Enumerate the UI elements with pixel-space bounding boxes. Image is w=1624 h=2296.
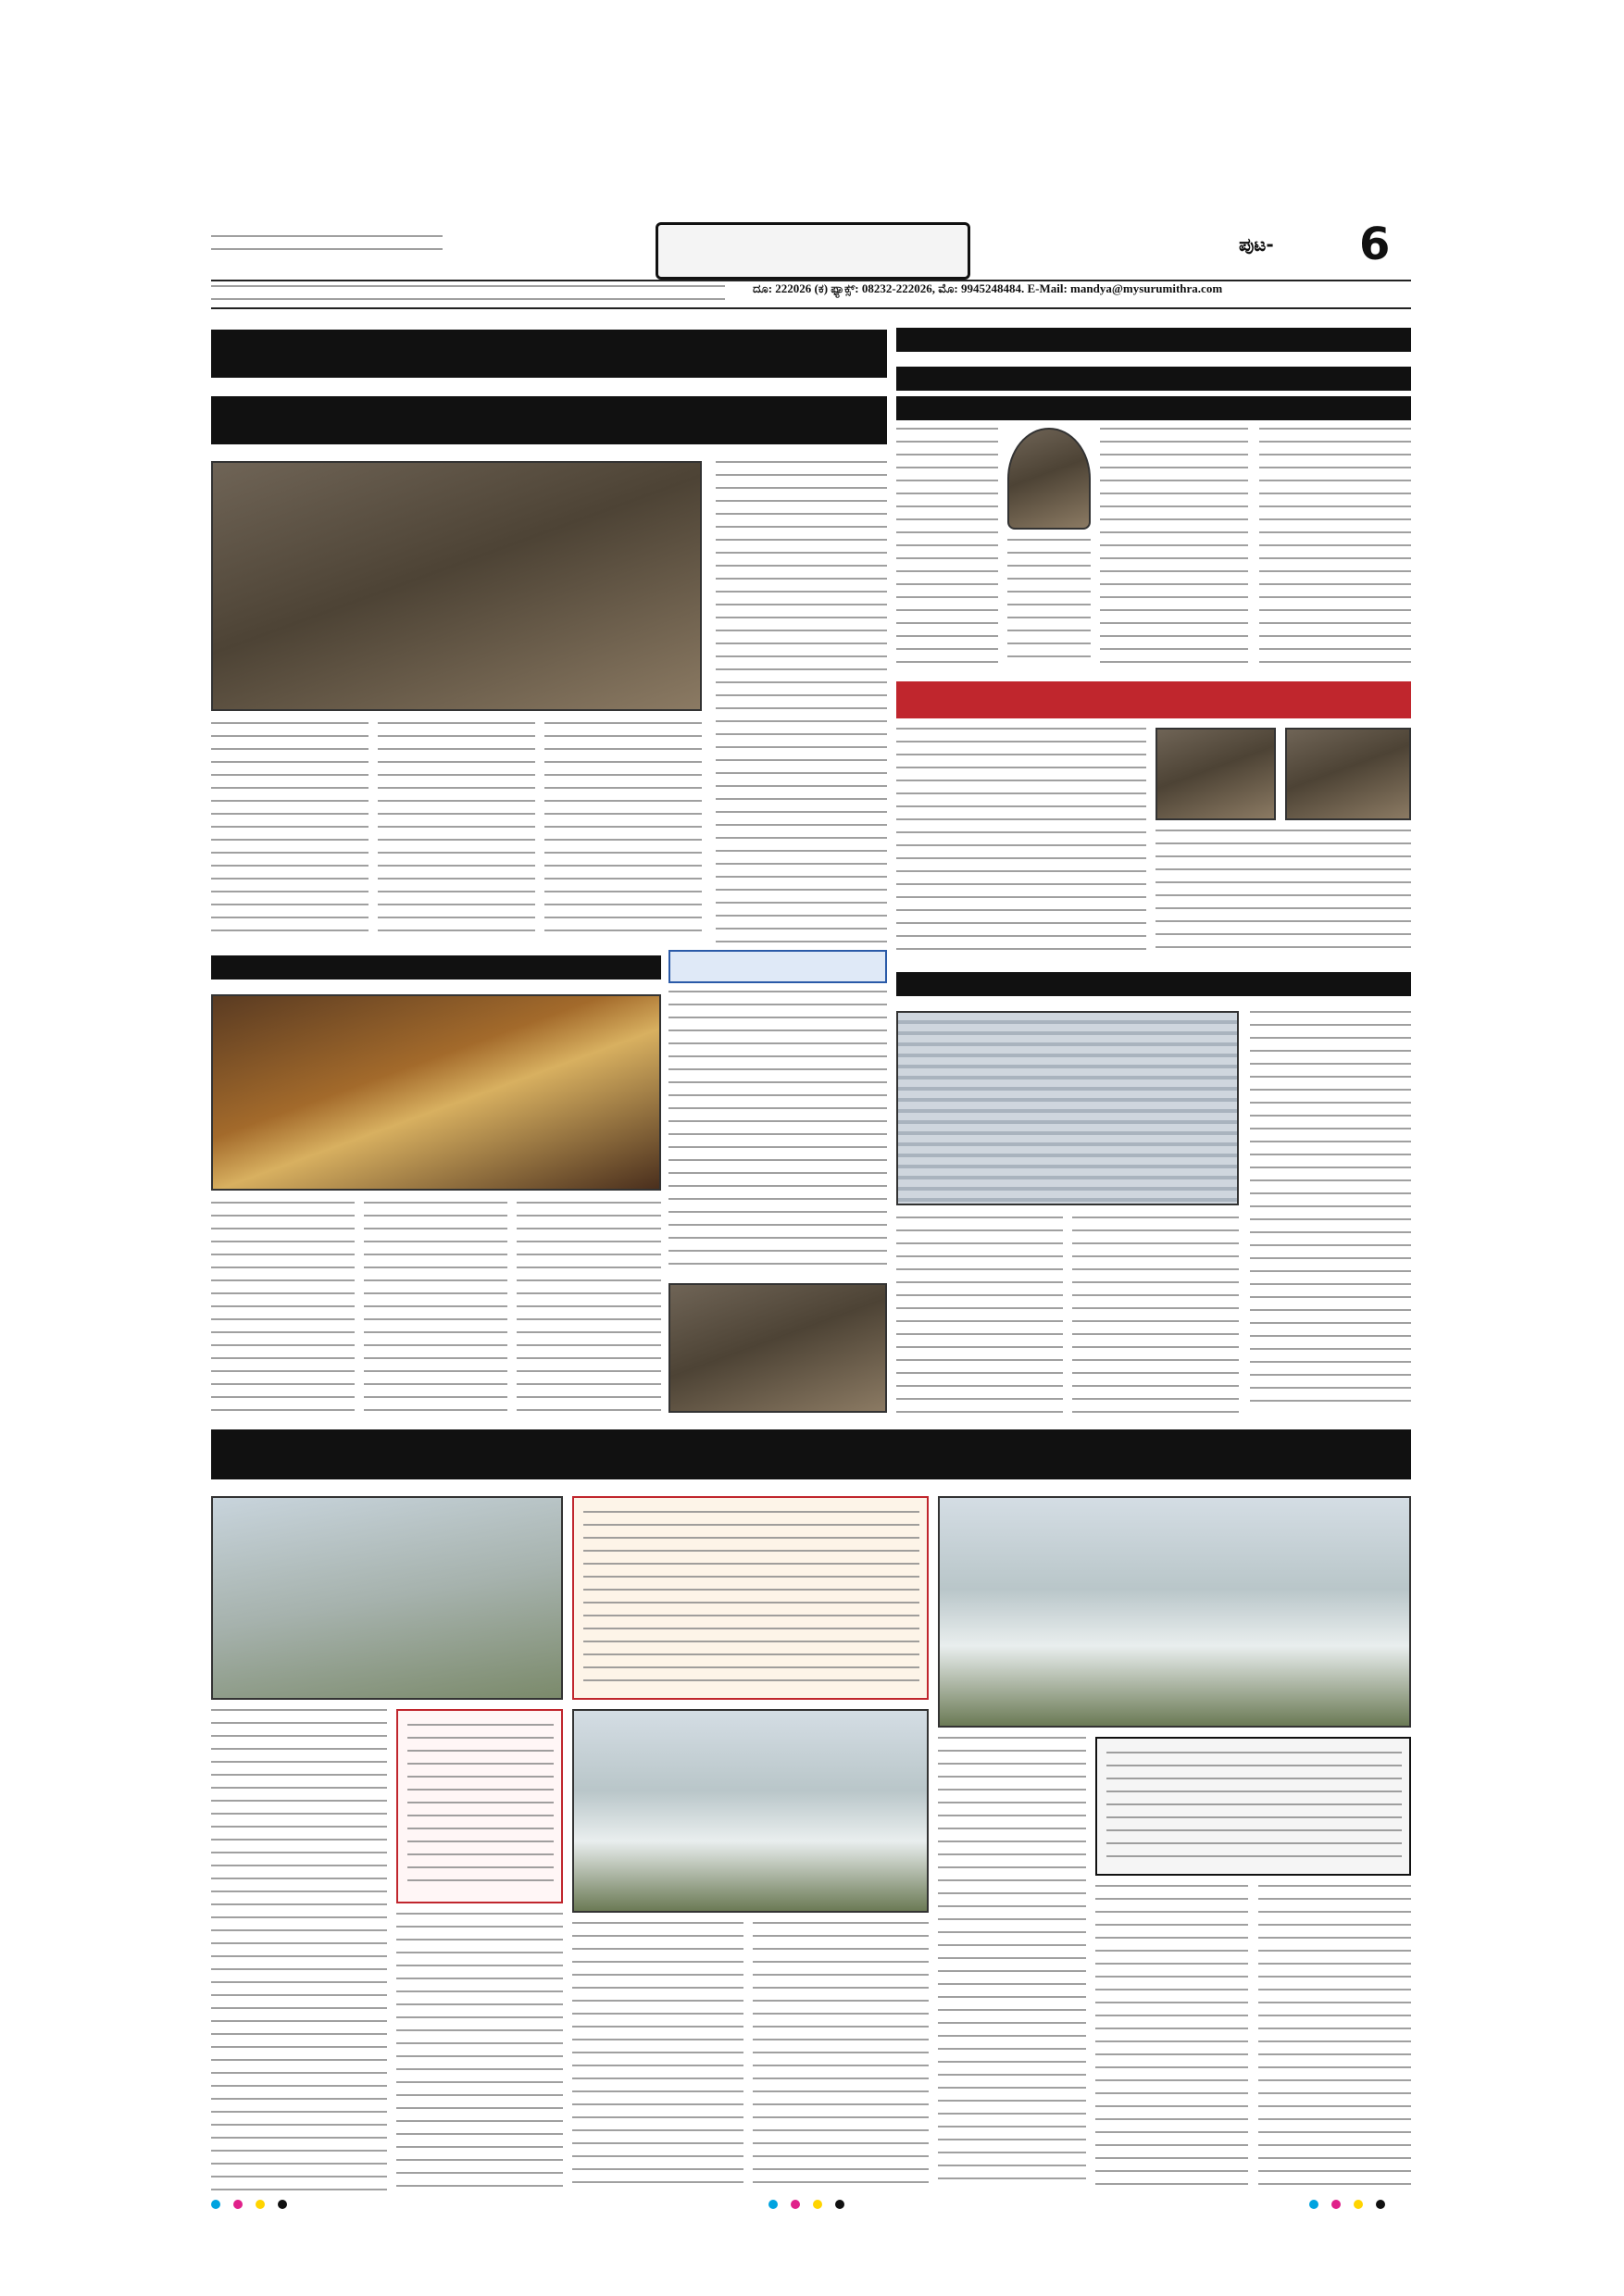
bank-photo bbox=[668, 1283, 887, 1413]
reg-dot-cyan bbox=[211, 2200, 220, 2209]
date-line-placeholder bbox=[211, 235, 443, 252]
farmer-portrait-2 bbox=[1285, 728, 1411, 820]
dam-photo bbox=[572, 1709, 929, 1913]
top-right-column-2 bbox=[1007, 539, 1091, 668]
reg-dot-black bbox=[1376, 2200, 1385, 2209]
bank-story bbox=[668, 950, 887, 1413]
top-right-column-1 bbox=[896, 428, 998, 668]
bank-headline-box bbox=[668, 950, 887, 983]
festival-column-3 bbox=[517, 1202, 661, 1413]
festival-photo bbox=[211, 994, 661, 1191]
farmers-column-2 bbox=[1156, 830, 1411, 957]
reg-dot-yellow bbox=[813, 2200, 822, 2209]
newspaper-logo bbox=[656, 222, 970, 280]
tourism-column-4 bbox=[753, 1922, 929, 2190]
registration-marks-center bbox=[768, 2200, 870, 2211]
office-address-placeholder bbox=[211, 285, 725, 300]
feature-sidebar-text bbox=[1106, 1752, 1402, 1863]
reg-dot-black bbox=[835, 2200, 844, 2209]
page-label: ಪುಟ- bbox=[1239, 233, 1274, 256]
lead-column-1 bbox=[211, 722, 369, 942]
tourism-column-1 bbox=[211, 1709, 387, 2190]
pull-quote-box bbox=[396, 1709, 563, 1903]
bank-column bbox=[668, 991, 887, 1274]
top-right-story bbox=[896, 322, 1411, 674]
lead-photo bbox=[211, 461, 702, 711]
farmers-headline-band bbox=[896, 681, 1411, 718]
shop-column-2 bbox=[1072, 1217, 1239, 1413]
top-right-headline bbox=[896, 322, 1411, 392]
tourism-feature bbox=[211, 1422, 1411, 2190]
lead-headline bbox=[211, 322, 887, 452]
farmer-portrait-1 bbox=[1156, 728, 1276, 820]
masthead bbox=[211, 218, 1411, 324]
reg-dot-magenta bbox=[791, 2200, 800, 2209]
tourism-column-3 bbox=[572, 1922, 743, 2190]
shop-column-right bbox=[1250, 1011, 1411, 1413]
lead-column-2 bbox=[378, 722, 535, 942]
pull-quote-text bbox=[407, 1724, 554, 1890]
contact-line: ದೂ: 222026 (ಕ) ಫ್ಯಾಕ್ಸ್: 08232-222026, ಮೊ: 9945248484. E-Mail: mandya@mysurumithra.com bbox=[753, 281, 1223, 295]
lead-story bbox=[211, 322, 887, 942]
top-right-column-4 bbox=[1259, 428, 1411, 668]
page-number: 6 bbox=[1359, 218, 1391, 270]
problems-box-text bbox=[583, 1511, 919, 1692]
top-right-column-3 bbox=[1100, 428, 1248, 668]
registration-marks-right bbox=[1309, 2200, 1411, 2211]
reg-dot-cyan bbox=[768, 2200, 778, 2209]
waterfall-photo-left bbox=[211, 1496, 563, 1700]
top-right-subhead-band bbox=[896, 396, 1411, 420]
lead-column-3 bbox=[544, 722, 702, 942]
reg-dot-yellow bbox=[256, 2200, 265, 2209]
registration-marks-left bbox=[211, 2200, 313, 2211]
reg-dot-magenta bbox=[1331, 2200, 1341, 2209]
lead-column-right bbox=[716, 461, 887, 942]
masthead-rule-bottom bbox=[211, 307, 1411, 309]
waterfall-photo-right bbox=[938, 1496, 1411, 1728]
tourism-column-6 bbox=[1095, 1885, 1248, 2190]
tourism-column-2 bbox=[396, 1913, 563, 2190]
reg-dot-cyan bbox=[1309, 2200, 1318, 2209]
shop-story bbox=[896, 967, 1411, 1413]
reg-dot-yellow bbox=[1354, 2200, 1363, 2209]
festival-column-1 bbox=[211, 1202, 355, 1413]
shop-shutter-photo bbox=[896, 1011, 1239, 1205]
tourism-headline bbox=[211, 1422, 1411, 1487]
festival-column-2 bbox=[364, 1202, 507, 1413]
festival-story bbox=[211, 950, 661, 1413]
leader-portrait bbox=[1007, 428, 1091, 530]
problems-box bbox=[572, 1496, 929, 1700]
farmers-story bbox=[896, 681, 1411, 959]
tourism-column-5 bbox=[938, 1737, 1086, 2190]
shop-headline bbox=[896, 967, 1411, 1004]
tourism-column-7 bbox=[1258, 1885, 1411, 2190]
feature-sidebar-box bbox=[1095, 1737, 1411, 1876]
shop-column-1 bbox=[896, 1217, 1063, 1413]
reg-dot-magenta bbox=[233, 2200, 243, 2209]
reg-dot-black bbox=[278, 2200, 287, 2209]
farmers-column-1 bbox=[896, 728, 1146, 957]
festival-headline bbox=[211, 950, 661, 987]
